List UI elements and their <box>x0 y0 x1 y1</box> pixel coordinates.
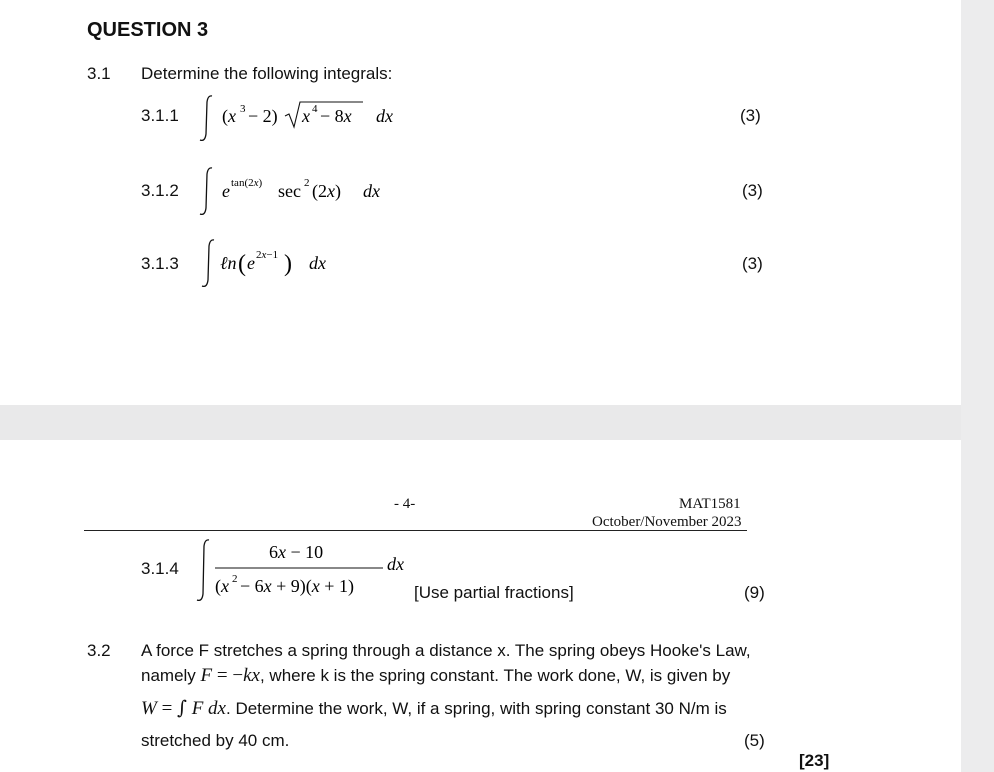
q313-marks: (3) <box>742 254 763 273</box>
svg-text:(: ( <box>238 251 246 277</box>
svg-text:(x: (x <box>222 106 236 126</box>
svg-text:2x−1: 2x−1 <box>256 249 279 261</box>
q314-expression <box>195 536 413 608</box>
question-total: [23] <box>799 751 830 770</box>
svg-text:6x − 10: 6x − 10 <box>269 542 324 562</box>
q314-integral <box>195 536 413 613</box>
svg-text:e: e <box>222 181 230 201</box>
page-number: - 4- <box>394 496 416 512</box>
svg-text:dx: dx <box>309 253 326 273</box>
svg-text:e: e <box>247 253 255 273</box>
svg-text:4: 4 <box>312 103 318 115</box>
svg-text:2: 2 <box>232 573 238 585</box>
q31-instruction: Determine the following integrals: <box>141 64 393 83</box>
q32-line1: A force F stretches a spring through a distance x. The spring obeys Hooke's Law, <box>141 641 751 660</box>
question-title: QUESTION 3 <box>87 19 209 41</box>
q32-marks: (5) <box>744 731 765 750</box>
q32-number: 3.2 <box>87 641 111 660</box>
svg-text:dx: dx <box>363 181 380 201</box>
q312-marks: (3) <box>742 181 763 200</box>
q32-line3: W = ∫ F dx. Determine the work, W, if a spring, with spring constant 30 N/m is <box>141 697 727 719</box>
q312-number: 3.1.2 <box>141 181 179 200</box>
q32-line4: stretched by 40 cm. <box>141 731 290 750</box>
work-integral-formula: W = ∫ F dx <box>141 697 226 719</box>
q311-expression <box>198 92 428 144</box>
q312-expression <box>198 164 428 220</box>
q311-marks: (3) <box>740 106 761 125</box>
svg-text:− 8x: − 8x <box>320 106 352 126</box>
q313-expression <box>198 236 368 292</box>
svg-text:tan(2x): tan(2x) <box>231 177 263 189</box>
q311-integral <box>198 92 428 149</box>
svg-text:ℓn: ℓn <box>220 253 237 273</box>
course-code: MAT1581 <box>679 496 741 512</box>
q314-marks: (9) <box>744 583 765 602</box>
svg-text:− 2): − 2) <box>248 106 278 126</box>
svg-text:3: 3 <box>240 103 246 115</box>
q311-number: 3.1.1 <box>141 106 179 125</box>
q312-integral <box>198 164 428 225</box>
q31-number: 3.1 <box>87 64 111 83</box>
svg-text:− 6x + 9)(x + 1): − 6x + 9)(x + 1) <box>240 576 354 596</box>
svg-text:(x: (x <box>215 576 229 596</box>
q313-number: 3.1.3 <box>141 254 179 273</box>
svg-text:): ) <box>284 251 292 277</box>
svg-text:dx: dx <box>387 554 404 574</box>
document-page-2 <box>0 440 961 772</box>
q313-integral <box>198 236 368 297</box>
scrollbar-track[interactable] <box>961 0 994 772</box>
svg-text:(2x): (2x) <box>312 181 341 201</box>
svg-text:2: 2 <box>304 177 310 189</box>
svg-text:dx: dx <box>376 106 393 126</box>
header-rule <box>84 530 747 531</box>
hookes-law-formula: F = −kx <box>200 665 260 686</box>
q32-line2: namely F = −kx, where k is the spring constant. The work done, W, is given by <box>141 665 731 686</box>
svg-text:x: x <box>302 106 310 126</box>
svg-text:sec: sec <box>278 181 301 201</box>
q314-hint: [Use partial fractions] <box>414 583 574 602</box>
q314-number: 3.1.4 <box>141 559 179 578</box>
exam-session: October/November 2023 <box>592 514 742 530</box>
